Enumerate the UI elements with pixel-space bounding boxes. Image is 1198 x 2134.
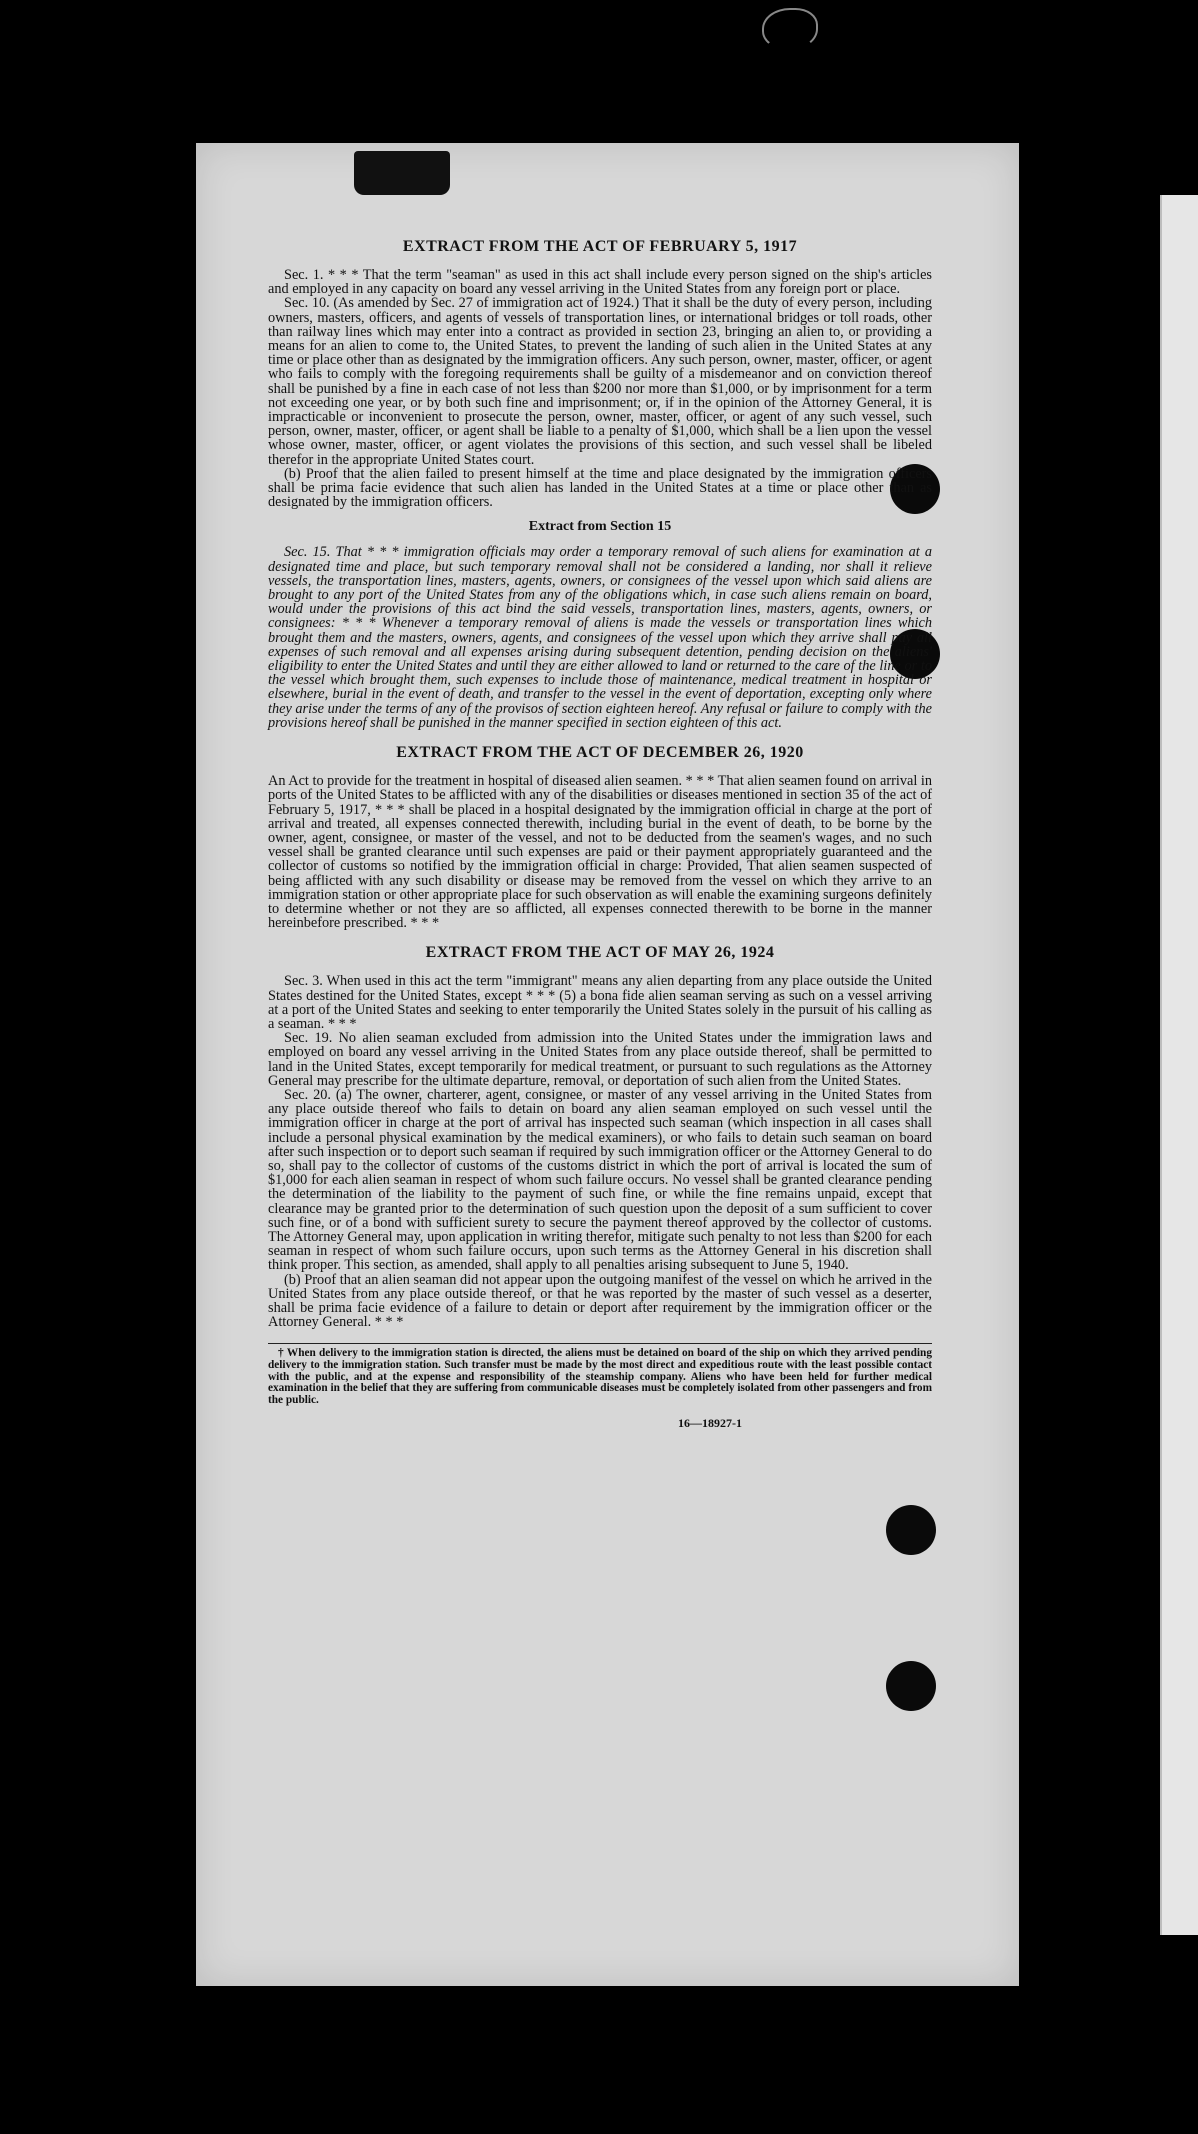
paragraph-hospital-act: An Act to provide for the treatment in hospital of diseased alien seamen. * * * That alien seamen found on arrival in ports of the United States to be afflicted with any of the disabilities or diseases mentioned in section 35 of the act of February 5, 1917, * * * shall be placed in a hospital designated by the immigration official in charge at the port of arrival and treated, all expenses connected therewith, including burial in the event of death, to be borne by the owner, agent, consignee, or master of the vessel, and not to be deducted from the seamen's wages, and no such vessel shall be granted clearance until such expenses are paid or their payment appropriately guaranteed and the collector of customs so notified by the immigration official in charge: Provided, That alien seamen suspected of being afflicted with any such disability or disease may be removed from the vessel on which they arrive to an immigration station or other appropriate place for such observation as will enable the examining surgeons definitely to determine whether or not they are so afflicted, all expenses connected therewith to be borne in the manner hereinbefore prescribed. * * *	[268, 773, 932, 932]
punch-hole	[886, 1505, 936, 1555]
adjacent-page-edge	[1160, 195, 1198, 1935]
punch-hole	[886, 1661, 936, 1711]
paragraph-sec-10: Sec. 10. (As amended by Sec. 27 of immigration act of 1924.) That it shall be the duty of every person, including owners, masters, officers, and agents of vessels of transportation lines, or international bridges or toll roads, other than railway lines which may enter into a contract as provided in section 23, bringing an alien to, or providing a means for an alien to come to, the United States, to prevent the landing of such alien in the United States at any time or place other than as designated by the immigration officers. Any such person, owner, master, officer, or agent who fails to comply with the foregoing requirements shall be guilty of a misdemeanor and on conviction thereof shall be punished by a fine in each case of not less than $200 nor more than $1,000, or by imprisonment for a term not exceeding one year, or by both such fine and imprisonment; or, if in the opinion of the Attorney General, it is impracticable or inconvenient to prosecute the person, owner, master, officer, or agent of any such vessel, such person, owner, master, officer, or agent shall be liable to a penalty of $1,000, which shall be a lien upon the vessel whose owner, master, officer, or agent violates the provisions of this section, and such vessel shall be libeled therefor in the appropriate United States court.	[268, 295, 932, 468]
paragraph-sec-1: Sec. 1. * * * That the term "seaman" as used in this act shall include every person signed on the ship's articles and employed in any capacity on board any vessel arriving in the United States from any foreign port or place.	[268, 267, 932, 298]
heading-act-1917: EXTRACT FROM THE ACT OF FEBRUARY 5, 1917	[402, 238, 798, 255]
form-number: 16—18927-1	[678, 1416, 742, 1431]
paragraph-sec-20-a: Sec. 20. (a) The owner, charterer, agent, consignee, or master of any vessel arriving in the United States from any place outside thereof who fails to detain on board any alien seaman employed on such vessel until the immigration officer in charge at the port of arrival has inspected such seaman (which inspection in all cases shall include a personal physical examination by the medical examiners), or who fails to detain such seaman on board after such inspection or to deport such seaman if required by such immigration officer or the Attorney General to do so, shall pay to the collector of customs of the customs district in which the port of arrival is located the sum of $1,000 for each alien seaman in respect of whom such failure occurs. No vessel shall be granted clearance pending the determination of the liability to the payment of such fine, or while the fine remains unpaid, except that clearance may be granted prior to the determination of such question upon the deposit of a sum sufficient to cover such fine, or of a bond with sufficient surety to secure the payment thereof approved by the collector of customs. The Attorney General may, upon application in writing therefor, mitigate such penalty to not less than $200 for each seaman in respect of whom such failure occurs, upon such terms as the Attorney General in his discretion shall think proper. This section, as amended, shall apply to all penalties arising subsequent to June 5, 1940.	[268, 1086, 932, 1274]
paragraph-sec-15: Sec. 15. That * * * immigration officials may order a temporary removal of such aliens for examination at a designated time and place, but such temporary removal shall not be considered a landing, nor shall it relieve vessels, the transportation lines, masters, agents, owners, or consignees of the vessel upon which said aliens are brought to any port of the United States from any of the obligations which, in case such aliens remain on board, would under the provisions of this act bind the said vessels, transportation lines, masters, agents, owners, or consignees: * * * Whenever a temporary removal of aliens is made the vessels or transportation lines which brought them and the masters, owners, agents, and consignees of the vessel upon which they arrive shall pay all expenses of such removal and all expenses arising during subsequent detention, pending decision on the aliens' eligibility to enter the United States and until they are either allowed to land or returned to the care of the line or to the vessel which brought them, such expenses to include those of maintenance, medical treatment in hospital or elsewhere, burial in the event of death, and transfer to the vessel in the event of deportation, excepting only where they arise under the terms of any of the provisos of section eighteen hereof. Any refusal or failure to comply with the provisions hereof shall be punished in the manner specified in section eighteen of this act.	[268, 544, 932, 731]
heading-act-1920: EXTRACT FROM THE ACT OF DECEMBER 26, 1920	[396, 744, 804, 762]
footnote	[268, 1343, 932, 1406]
document-text	[268, 238, 932, 1431]
paragraph-sec-19: Sec. 19. No alien seaman excluded from admission into the United States under the immigration laws and employed on board any vessel arriving in the United States from any place outside thereof, shall be permitted to land in the United States, except temporarily for medical treatment, or pursuant to such regulations as the Attorney General may prescribe for the ultimate departure, removal, or deportation of such alien from the United States.	[268, 1030, 932, 1089]
heading-act-1924: EXTRACT FROM THE ACT OF MAY 26, 1924	[425, 944, 775, 962]
subheading-section-15: Extract from Section 15	[528, 519, 672, 535]
footnote-text: † When delivery to the immigration station is directed, the aliens must be detained on board of the ship on which they arrived pending delivery to the immigration station. Such transfer must be made by the most direct and expeditious route with the least possible contact with the public, and at the expense and responsibility of the steamship company. Aliens who have been held for further medical examination in the belief that they are suffering from communicable diseases must be completely isolated from other passengers and from the public.	[268, 1347, 932, 1406]
document-sheet	[196, 143, 1019, 1986]
torn-notch	[354, 151, 450, 195]
paragraph-sec-3: Sec. 3. When used in this act the term "immigrant" means any alien departing from any place outside the United States destined for the United States, except * * * (5) a bona fide alien seaman serving as such on a vessel arriving at a port of the United States and seeking to enter temporarily the United States solely in the pursuit of his calling as a seaman. * * *	[268, 973, 932, 1032]
scanner-mark	[762, 8, 818, 50]
section-15-block	[268, 545, 932, 730]
paragraph-sec-20-b: (b) Proof that an alien seaman did not appear upon the outgoing manifest of the vessel on which he arrived in the United States from any place outside thereof, or that he was reported by the master of such vessel as a deserter, shall be prima facie evidence of a failure to detain or deport after requirement by the immigration officer or the Attorney General. * * *	[268, 1271, 932, 1331]
paragraph-sec-10-b: (b) Proof that the alien failed to present himself at the time and place designated by the immigration officers shall be prima facie evidence that such alien has landed in the United States at a time or place other than as designated by the immigration officers.	[268, 465, 932, 511]
